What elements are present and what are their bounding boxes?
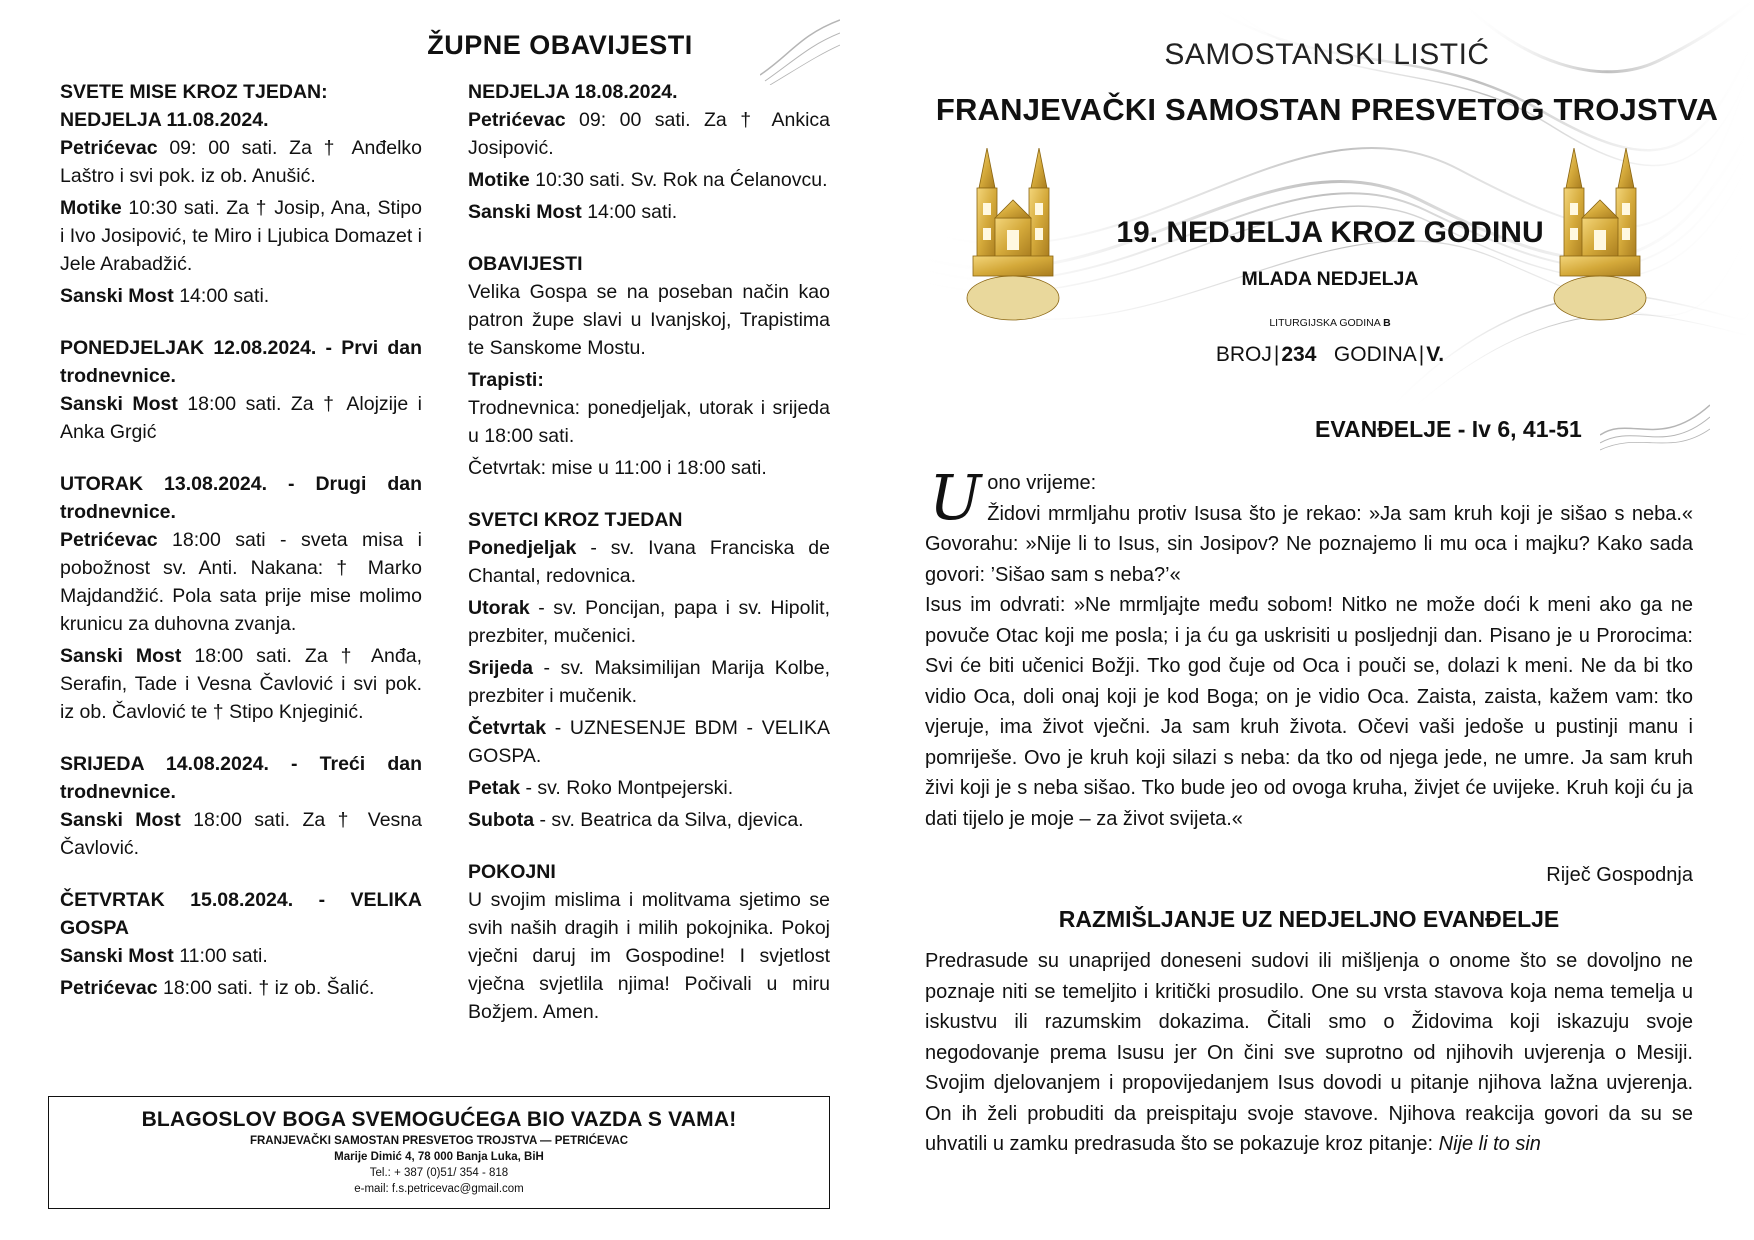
- mass-entry: Motike 10:30 sati. Za † Josip, Ana, Stipo i Ivo Josipović, te Miro i Ljubica Domazet i Jele Arabadžić.: [60, 197, 422, 275]
- reflection-text: Predrasude su unaprijed doneseni sudovi ili mišljenja o onome što se dovoljno ne poznaje niti se temeljito i kritički prosudilo. One su vrsta stavova koja nema temelja u iskustvu ili razumskim dokazima. Čitali smo o Židovima koji iskazuju svoje negodovanje prema Isusu jer On čini sve suprotno od njihovih uvjerenja o Mesiji. Svojim djelovanjem i propovijedanjem Isus dovodi u pitanje njihova lažna uvjerenja. On ih želi probuditi da preispitaju svoje stavove. Njihova reakcija govori da su se uhvatili u zamku predrasuda što se pokazuje kroz pitanje: Nije li to sin: [925, 950, 1693, 1155]
- mass-entry: Sanski Most 11:00 sati.: [60, 945, 268, 967]
- page-title: ŽUPNE OBAVIJESTI: [427, 30, 693, 60]
- blessing-org: FRANJEVAČKI SAMOSTAN PRESVETOG TROJSTVA — PETRIĆEVAC: [249, 1135, 629, 1147]
- week-title: 19. NEDJELJA KROZ GODINU: [1116, 216, 1544, 249]
- saint-entry: Četvrtak - UZNESENJE BDM - VELIKA GOSPA.: [468, 717, 830, 767]
- gospel-text: [925, 461, 1693, 834]
- deceased-text: U svojim mislima i molitvama sjetimo se svih naših dragih i milih pokojnika. Pokoj vječni daruj im Gospodine! I svjetlost vječna svjetlila njima! Počivali u miru Božjem. Amen.: [468, 889, 830, 1023]
- masses-heading: SVETE MISE KROZ TJEDAN:: [60, 81, 328, 103]
- sunday2-heading: NEDJELJA 18.08.2024.: [468, 81, 678, 103]
- notices-text: Velika Gospa se na poseban način kao patron župe slavi u Ivanjskoj, Trapistima te Sanskome Mostu.: [468, 281, 830, 359]
- blessing-title: BLAGOSLOV BOGA SVEMOGUĆEGA BIO VAZDA S VAMA!: [141, 1108, 737, 1131]
- tuesday-heading: UTORAK 13.08.2024. - Drugi dan trodnevnice.: [60, 473, 422, 523]
- notices-heading: OBAVIJESTI: [468, 253, 583, 275]
- trapisti-heading: Trapisti:: [468, 369, 544, 391]
- saints-heading: SVETCI KROZ TJEDAN: [468, 509, 683, 531]
- saint-entry: Petak - sv. Roko Montpejerski.: [468, 777, 734, 799]
- saint-entry: Subota - sv. Beatrica da Silva, djevica.: [468, 809, 804, 831]
- mass-entry: Sanski Most 18:00 sati. Za † Alojzije i Anka Grgić: [60, 393, 422, 443]
- blessing-address: Marije Dimić 4, 78 000 Banja Luka, BiH: [334, 1151, 544, 1163]
- church-towers-icon: [1552, 148, 1648, 326]
- gospel-opening: ono vrijeme:: [987, 472, 1097, 494]
- blessing-phone: Tel.: + 387 (0)51/ 354 - 818: [369, 1167, 509, 1179]
- sunday1-heading: NEDJELJA 11.08.2024.: [60, 109, 269, 131]
- mass-entry: Sanski Most 14:00 sati.: [60, 285, 270, 307]
- wednesday-heading: SRIJEDA 14.08.2024. - Treći dan trodnevnice.: [60, 753, 422, 803]
- gospel-heading: EVANĐELJE - Iv 6, 41-51: [1315, 416, 1582, 442]
- blessing-email: e-mail: f.s.petricevac@gmail.com: [354, 1183, 524, 1195]
- saint-entry: Srijeda - sv. Maksimilijan Marija Kolbe, prezbiter i mučenik.: [468, 657, 830, 707]
- gospel-paragraph: Židovi mrmljahu protiv Isusa što je rekao: »Ja sam kruh koji je sišao s neba.« Govorahu: »Nije li to Isus, sin Josipov? Ne poznajemo li mu oca i majku? Kako sada govori: ’Sišao sam s neba?’«: [925, 502, 1693, 586]
- deceased-heading: POKOJNI: [468, 861, 556, 883]
- mass-entry: Petrićevac 18:00 sati - sveta misa i pobožnost sv. Anti. Nakana: † Marko Majdandžić. Pola sata prije mise molimo krunicu za duhovna zvanja.: [60, 529, 422, 635]
- mass-entry: Petrićevac 09: 00 sati. Za † Ankica Josipović.: [468, 109, 830, 159]
- masses-column: [60, 78, 422, 1006]
- mass-entry: Sanski Most 18:00 sati. Za † Vesna Čavlović.: [60, 809, 422, 859]
- monastery-title: FRANJEVAČKI SAMOSTAN PRESVETOG TROJSTVA: [935, 92, 1719, 127]
- issue-line: BROJ|234 GODINA|V.: [1215, 343, 1445, 366]
- church-towers-icon: [965, 148, 1061, 326]
- notices-column: [468, 78, 830, 1030]
- mass-entry: Petrićevac 18:00 sati. † iz ob. Šalić.: [60, 977, 375, 999]
- week-subtitle: MLADA NEDJELJA: [1241, 268, 1419, 290]
- trapisti-line: Trodnevnica: ponedjeljak, utorak i srijeda u 18:00 sati.: [468, 397, 830, 447]
- saint-entry: Ponedjeljak - sv. Ivana Franciska de Chantal, redovnica.: [468, 537, 830, 587]
- trapisti-line: Četvrtak: mise u 11:00 i 18:00 sati.: [468, 457, 767, 479]
- liturgical-year: LITURGIJSKA GODINA B: [1269, 317, 1391, 329]
- parish-notices-page: [60, 0, 830, 1240]
- blessing-box: [48, 1096, 830, 1209]
- newsletter-kicker: SAMOSTANSKI LISTIĆ: [1164, 38, 1490, 71]
- thursday-heading: ČETVRTAK 15.08.2024. - VELIKA GOSPA: [60, 889, 422, 939]
- saint-entry: Utorak - sv. Poncijan, papa i sv. Hipolit, prezbiter, mučenici.: [468, 597, 830, 647]
- gospel-closing: Riječ Gospodnja: [1546, 864, 1693, 886]
- drop-cap: U: [929, 461, 982, 534]
- mass-entry: Sanski Most 14:00 sati.: [468, 201, 678, 223]
- mass-entry: Sanski Most 18:00 sati. Za † Anđa, Serafin, Tade i Vesna Čavlović i svi pok. iz ob. Čavlović te † Stipo Knjeginić.: [60, 645, 422, 723]
- mass-entry: Petrićevac 09: 00 sati. Za † Anđelko Laštro i svi pok. iz ob. Anušić.: [60, 137, 422, 187]
- mass-entry: Motike 10:30 sati. Sv. Rok na Ćelanovcu.: [468, 169, 828, 191]
- monday-heading: PONEDJELJAK 12.08.2024. - Prvi dan trodnevnice.: [60, 337, 422, 387]
- gospel-paragraph: Isus im odvrati: »Ne mrmljajte među sobom! Nitko ne može doći k meni ako ga ne povuče Otac koji me posla; i ja ću ga uskrisiti u posljednji dan. Pisano je u Prorocima: Svi će biti učenici Božji. Tko god čuje od Oca i pouči se, dolazi k meni. Ne da bi tko vidio Oca, doli onaj koji je kod Boga; on je vidio Oca. Zaista, zaista, kažem vam: tko vjeruje, ima život vječni. Ja sam kruh života. Očevi vaši jedoše u pustinji manu i pomriješe. Ovo je kruh koji silazi s neba: da tko od njega jede, ne umre. Ja sam kruh živi koji je s neba sišao. Tko bude jeo od ovoga kruha, živjet će uvijeke. Kruh koji ću ja dati tijelo je moje – za život svijeta.«: [925, 594, 1693, 830]
- reflection-heading: RAZMIŠLJANJE UZ NEDJELJNO EVANĐELJE: [1058, 906, 1560, 932]
